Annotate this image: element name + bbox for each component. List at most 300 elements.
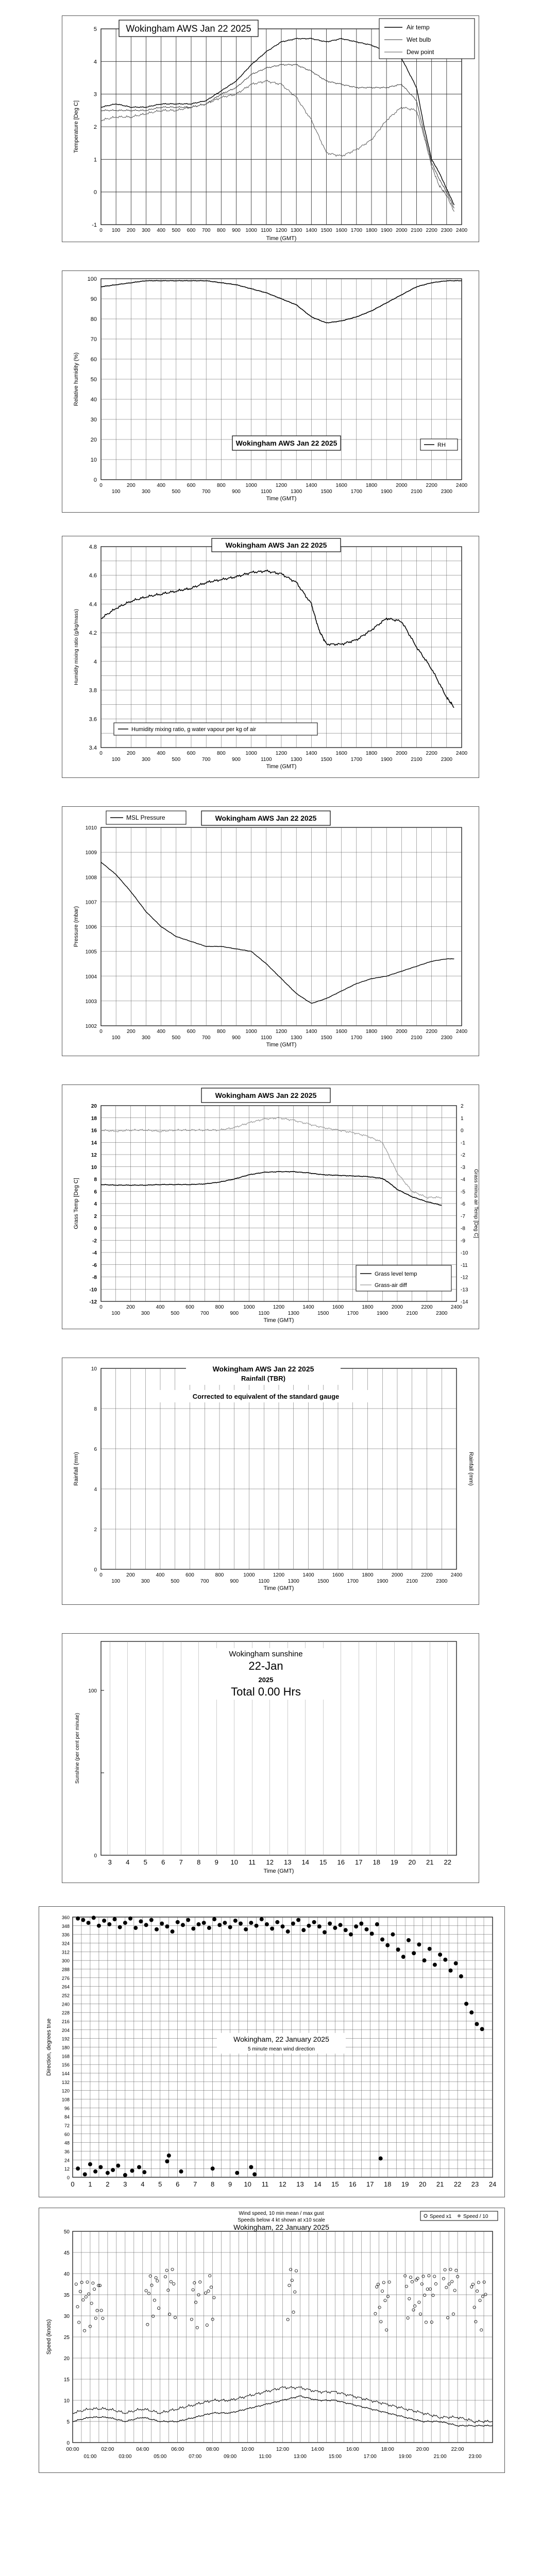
speed-scaled-point bbox=[152, 2315, 155, 2317]
temp-xtick: 1300 bbox=[291, 228, 302, 233]
rain-xtick: 1700 bbox=[347, 1579, 359, 1584]
temp-legend-label: Dew point bbox=[407, 48, 434, 56]
speed-scaled-point bbox=[484, 2293, 487, 2296]
press-ytick: 1006 bbox=[85, 924, 97, 930]
speed-scaled-point bbox=[204, 2292, 207, 2294]
press-xtick: 1100 bbox=[261, 1035, 272, 1041]
dir-ytick: 300 bbox=[61, 1958, 70, 1964]
speed-scaled-point bbox=[167, 2289, 170, 2292]
press-xtick: 800 bbox=[216, 1029, 226, 1035]
dir-xtick: 17 bbox=[366, 2180, 374, 2188]
dir-ytick: 264 bbox=[61, 1984, 70, 1990]
rh-ytick: 20 bbox=[90, 437, 97, 443]
speed-scaled-point bbox=[96, 2309, 98, 2312]
mix-xtick: 1400 bbox=[306, 751, 317, 756]
grass-legend-label: Grass-air diff bbox=[375, 1282, 407, 1289]
sun-xtick: 12 bbox=[266, 1858, 274, 1866]
press-ytick: 1004 bbox=[85, 974, 97, 980]
dir-point bbox=[212, 1917, 216, 1921]
speed-scaled-point bbox=[93, 2288, 96, 2291]
dir-point bbox=[417, 1942, 421, 1946]
rh-xtick: 300 bbox=[142, 489, 150, 495]
grass-ytick2: 2 bbox=[461, 1104, 464, 1109]
temp-xtick: 500 bbox=[172, 228, 181, 233]
speed-legend-swatch bbox=[458, 2214, 461, 2217]
press-xtick: 400 bbox=[157, 1029, 166, 1035]
dir-ytick: 216 bbox=[61, 2019, 70, 2024]
mix-xlabel: Time (GMT) bbox=[266, 764, 297, 770]
speed-scaled-point bbox=[422, 2275, 425, 2278]
dir-point bbox=[191, 1926, 195, 1930]
mix-ytick: 3.4 bbox=[89, 745, 97, 751]
mix-ytick: 4.2 bbox=[89, 630, 97, 637]
dir-ytick: 288 bbox=[61, 1967, 70, 1972]
dir-point bbox=[328, 1922, 332, 1926]
speed-scaled-point bbox=[295, 2269, 297, 2272]
mix-ytick: 4.6 bbox=[89, 572, 97, 579]
press-xtick: 2200 bbox=[426, 1029, 437, 1035]
mix-xtick: 400 bbox=[157, 751, 166, 756]
speed-scaled-point bbox=[376, 2285, 378, 2288]
speed-scaled-point bbox=[424, 2294, 426, 2296]
dir-ytick: 240 bbox=[61, 2002, 70, 2007]
mix-line bbox=[101, 570, 454, 708]
rain-xtick: 2000 bbox=[391, 1572, 403, 1578]
dir-ytick: 12 bbox=[64, 2166, 70, 2172]
grass-xtick: 100 bbox=[111, 1311, 121, 1316]
press-xtick: 1800 bbox=[365, 1029, 378, 1035]
rh-ytick: 30 bbox=[90, 417, 97, 423]
dir-ytick: 228 bbox=[61, 2010, 70, 2016]
speed-scaled-point bbox=[173, 2282, 175, 2285]
grass-xtick: 500 bbox=[171, 1311, 180, 1316]
speed-scaled-point bbox=[432, 2294, 434, 2297]
grass-ytick2: -1 bbox=[461, 1140, 465, 1146]
speed-xtick: 23:00 bbox=[468, 2454, 482, 2460]
speed-scaled-point bbox=[210, 2286, 212, 2289]
speed-xtick: 04:00 bbox=[136, 2447, 149, 2452]
rain-xtick: 1200 bbox=[273, 1572, 285, 1578]
dir-point bbox=[249, 1921, 253, 1925]
speed-xtick: 00:00 bbox=[66, 2447, 79, 2452]
pressure-svg bbox=[62, 807, 480, 1057]
rain-xtick: 1500 bbox=[317, 1579, 329, 1584]
grass-xtick: 300 bbox=[141, 1311, 150, 1316]
press-ytick: 1007 bbox=[85, 900, 97, 906]
speed-header-note: Wind speed, 10 min mean / max gust bbox=[239, 2211, 324, 2216]
mix-xtick: 600 bbox=[187, 751, 196, 756]
grass-ytick: 10 bbox=[91, 1164, 97, 1171]
grass-ytick2: 1 bbox=[461, 1115, 464, 1122]
rh-xtick: 2400 bbox=[455, 483, 468, 488]
dir-point bbox=[433, 1963, 437, 1967]
grass-xtick: 1900 bbox=[377, 1311, 388, 1316]
grass-xtick: 2300 bbox=[436, 1311, 448, 1316]
grass-ytick2: -14 bbox=[461, 1299, 468, 1305]
mix-ytick: 4.8 bbox=[89, 544, 97, 550]
dir-point bbox=[464, 2002, 468, 2006]
rh-xtick: 2100 bbox=[411, 489, 422, 495]
dir-point bbox=[275, 1920, 279, 1924]
temp-xtick: 100 bbox=[111, 228, 121, 233]
speed-scaled-point bbox=[80, 2281, 83, 2284]
dir-point bbox=[252, 2172, 257, 2176]
mix-xtick: 1900 bbox=[381, 757, 393, 762]
press-xtick: 1000 bbox=[245, 1029, 257, 1035]
dir-xtick: 2 bbox=[106, 2180, 110, 2188]
dir-point bbox=[385, 1943, 390, 1947]
rh-ytick: 100 bbox=[87, 276, 97, 282]
press-xtick: 2100 bbox=[411, 1035, 422, 1041]
dir-ytick: 96 bbox=[64, 2106, 70, 2111]
speed-scaled-point bbox=[147, 2292, 150, 2295]
dir-ytick: 84 bbox=[64, 2114, 70, 2120]
rh-ytick: 10 bbox=[90, 457, 97, 463]
temp-xtick: 1500 bbox=[320, 228, 332, 233]
sun-xtick: 14 bbox=[301, 1858, 309, 1866]
dir-point bbox=[233, 1919, 238, 1923]
press-title: Wokingham AWS Jan 22 2025 bbox=[215, 814, 317, 822]
dir-ytick: 72 bbox=[64, 2123, 70, 2128]
speed-scaled-point bbox=[475, 2320, 477, 2323]
dir-ytick: 132 bbox=[61, 2079, 70, 2085]
temp-xtick: 2100 bbox=[411, 228, 422, 233]
sun-ytick: 0 bbox=[94, 1853, 97, 1859]
sun-xtick: 5 bbox=[143, 1858, 147, 1866]
press-xtick: 700 bbox=[201, 1035, 211, 1041]
dir-xtick: 6 bbox=[176, 2180, 180, 2188]
dir-point bbox=[407, 1938, 411, 1942]
speed-xtick: 14:00 bbox=[311, 2447, 324, 2452]
speed-scaled-point bbox=[86, 2281, 89, 2283]
dir-point bbox=[87, 1921, 91, 1925]
dir-point bbox=[370, 1931, 374, 1936]
temp-xtick: 1600 bbox=[335, 228, 347, 233]
rh-ytick: 80 bbox=[90, 316, 97, 323]
speed-xtick: 15:00 bbox=[328, 2454, 342, 2460]
dir-xtick: 19 bbox=[401, 2180, 409, 2188]
sun-total: Total 0.00 Hrs bbox=[231, 1685, 301, 1698]
dir-point bbox=[459, 1974, 463, 1978]
grass-ytick2: -8 bbox=[461, 1226, 465, 1232]
dir-point bbox=[107, 1922, 111, 1926]
dir-point bbox=[291, 1922, 295, 1926]
dir-point bbox=[412, 1951, 416, 1955]
mix-ytick: 3.8 bbox=[89, 687, 97, 694]
dir-xtick: 0 bbox=[71, 2180, 75, 2188]
sun-xtick: 7 bbox=[179, 1858, 183, 1866]
dir-point bbox=[281, 1924, 285, 1928]
grass-ytick: 6 bbox=[94, 1189, 97, 1195]
dir-point bbox=[106, 2171, 110, 2175]
speed-scaled-point bbox=[449, 2268, 452, 2270]
sun-xtick: 11 bbox=[248, 1858, 256, 1866]
speed-scaled-point bbox=[451, 2280, 453, 2283]
speed-ytick: 45 bbox=[63, 2250, 70, 2256]
grass-xtick: 1000 bbox=[243, 1304, 255, 1310]
dir-point bbox=[137, 2165, 141, 2169]
humidity-chart bbox=[62, 270, 479, 513]
rh-xtick: 1000 bbox=[245, 483, 257, 488]
grass-ytick: 18 bbox=[91, 1115, 97, 1122]
sun-xtick: 8 bbox=[197, 1858, 201, 1866]
grass-xtick: 2000 bbox=[391, 1304, 403, 1310]
dir-ytick: 144 bbox=[61, 2071, 70, 2076]
dir-point bbox=[286, 1929, 290, 1934]
speed-scaled-point bbox=[381, 2290, 383, 2292]
mix-ytick: 4.4 bbox=[89, 601, 97, 608]
speed-scaled-point bbox=[193, 2281, 196, 2284]
temp-xtick: 1100 bbox=[261, 228, 272, 233]
grass-xtick: 400 bbox=[156, 1304, 165, 1310]
dir-point bbox=[217, 1923, 222, 1927]
dir-xtick: 8 bbox=[211, 2180, 215, 2188]
rh-ytick: 60 bbox=[90, 357, 97, 363]
dir-point bbox=[354, 1924, 358, 1928]
dir-xtick: 23 bbox=[471, 2180, 479, 2188]
grass-xtick: 2200 bbox=[421, 1304, 433, 1310]
speed-scaled-point bbox=[473, 2306, 476, 2309]
dir-point bbox=[422, 1958, 427, 1962]
temp-xtick: 2400 bbox=[455, 228, 468, 233]
dir-point bbox=[97, 1924, 101, 1928]
rain-xtick: 500 bbox=[171, 1579, 180, 1584]
speed-scaled-point bbox=[83, 2329, 86, 2332]
temp-xtick: 1900 bbox=[381, 228, 393, 233]
rh-ylabel: Relative humidity (%) bbox=[73, 352, 79, 406]
grass-xtick: 2100 bbox=[406, 1311, 418, 1316]
humidity-svg bbox=[62, 271, 480, 513]
sun-xtick: 10 bbox=[230, 1858, 238, 1866]
speed-scaled-point bbox=[384, 2299, 386, 2302]
dir-ytick: 36 bbox=[64, 2149, 70, 2155]
press-xtick: 2400 bbox=[455, 1029, 468, 1035]
dir-point bbox=[333, 1926, 337, 1930]
dir-ytick: 60 bbox=[64, 2131, 70, 2137]
speed-scaled-point bbox=[453, 2289, 456, 2292]
speed-scaled-point bbox=[434, 2282, 437, 2285]
temp-ytick: 0 bbox=[93, 189, 97, 196]
grass-ylabel2: Grass minus air Temp [Deg C] bbox=[473, 1169, 479, 1238]
grass-ytick2: -5 bbox=[461, 1189, 465, 1195]
grass-temp-svg bbox=[62, 1085, 480, 1330]
grass-xtick: 1400 bbox=[302, 1304, 314, 1310]
dir-title: Wokingham, 22 January 2025 bbox=[233, 2035, 329, 2043]
grass-ytick: -4 bbox=[92, 1250, 97, 1256]
mix-xtick: 2200 bbox=[426, 751, 437, 756]
dir-point bbox=[76, 1917, 80, 1921]
dir-ytick: 348 bbox=[61, 1923, 70, 1929]
dir-ytick: 108 bbox=[61, 2097, 70, 2103]
temp-xtick: 1000 bbox=[245, 228, 257, 233]
dir-point bbox=[307, 1924, 311, 1928]
dir-ytick: 204 bbox=[61, 2027, 70, 2033]
rh-xtick: 2200 bbox=[426, 483, 437, 488]
press-xtick: 500 bbox=[172, 1035, 181, 1041]
dir-point bbox=[454, 1961, 458, 1965]
speed-scaled-point bbox=[477, 2281, 480, 2284]
rain-annotation: Corrected to equivalent of the standard gauge bbox=[192, 1393, 340, 1400]
sun-xtick: 20 bbox=[408, 1858, 416, 1866]
grass-ytick: 20 bbox=[91, 1104, 97, 1109]
dir-point bbox=[239, 1922, 243, 1926]
press-ytick: 1008 bbox=[85, 875, 97, 881]
speed-xtick: 03:00 bbox=[119, 2454, 132, 2460]
rh-ytick: 70 bbox=[90, 336, 97, 343]
grass-xtick: 900 bbox=[230, 1311, 239, 1316]
mix-ytick: 3.6 bbox=[89, 716, 97, 723]
dir-point bbox=[92, 1916, 96, 1920]
dir-point bbox=[83, 2172, 87, 2176]
dir-point bbox=[480, 2027, 484, 2031]
mix-xtick: 300 bbox=[142, 757, 150, 762]
rain-ytick: 2 bbox=[94, 1527, 97, 1533]
rh-xtick: 600 bbox=[187, 483, 196, 488]
temp-ytick: 3 bbox=[93, 91, 97, 98]
speed-xtick: 02:00 bbox=[101, 2447, 114, 2452]
speed-scaled-point bbox=[155, 2276, 157, 2279]
temp-xtick: 1800 bbox=[365, 228, 378, 233]
mix-xtick: 1600 bbox=[335, 751, 347, 756]
grass-legend-label: Grass level temp bbox=[375, 1271, 417, 1277]
speed-xtick: 21:00 bbox=[433, 2454, 447, 2460]
press-xtick: 1400 bbox=[306, 1029, 317, 1035]
speed-scaled-point bbox=[168, 2313, 171, 2315]
sunshine-chart bbox=[62, 1633, 479, 1883]
dir-point bbox=[428, 1947, 432, 1951]
dir-xtick: 22 bbox=[453, 2180, 462, 2188]
speed-scaled-point bbox=[479, 2299, 481, 2302]
rh-xtick: 1800 bbox=[365, 483, 378, 488]
dir-point bbox=[76, 2166, 80, 2171]
dir-ytick: 336 bbox=[61, 1932, 70, 1938]
mix-xtick: 2000 bbox=[396, 751, 408, 756]
temp-xtick: 2200 bbox=[426, 228, 437, 233]
speed-scaled-point bbox=[82, 2299, 84, 2301]
dir-point bbox=[469, 2010, 474, 2014]
dir-point bbox=[123, 2173, 127, 2177]
dir-point bbox=[249, 2165, 253, 2169]
rh-ytick: 50 bbox=[90, 377, 97, 383]
speed-scaled-point bbox=[164, 2276, 166, 2278]
speed-scaled-point bbox=[100, 2309, 103, 2312]
rh-xtick: 900 bbox=[232, 489, 241, 495]
dir-point bbox=[379, 2157, 383, 2161]
mix-title: Wokingham AWS Jan 22 2025 bbox=[225, 540, 327, 549]
sun-xlabel: Time (GMT) bbox=[263, 1868, 294, 1874]
rain-title: Wokingham AWS Jan 22 2025 bbox=[212, 1365, 314, 1373]
press-xtick: 300 bbox=[142, 1035, 150, 1041]
rh-xtick: 500 bbox=[172, 489, 181, 495]
speed-scaled-point bbox=[209, 2275, 211, 2277]
speed-xtick: 08:00 bbox=[206, 2447, 219, 2452]
dir-ytick: 192 bbox=[61, 2036, 70, 2042]
press-ytick: 1002 bbox=[85, 1024, 97, 1029]
dir-point bbox=[102, 1919, 106, 1923]
speed-ytick: 40 bbox=[63, 2272, 70, 2277]
grass-xtick: 1500 bbox=[317, 1311, 329, 1316]
speed-scaled-point bbox=[471, 2283, 474, 2285]
dir-point bbox=[235, 2171, 239, 2175]
press-xlabel: Time (GMT) bbox=[266, 1042, 297, 1048]
press-ytick: 1003 bbox=[85, 998, 97, 1005]
dir-point bbox=[81, 1918, 85, 1922]
temp-xtick: 400 bbox=[157, 228, 166, 233]
dir-point bbox=[186, 1918, 190, 1922]
mix-xtick: 500 bbox=[172, 757, 181, 762]
speed-scaled-point bbox=[286, 2318, 289, 2321]
speed-scaled-point bbox=[84, 2296, 87, 2298]
speed-scaled-point bbox=[480, 2329, 483, 2331]
speed-scaled-point bbox=[165, 2269, 168, 2272]
speed-ytick: 0 bbox=[66, 2441, 70, 2446]
speed-xtick: 01:00 bbox=[83, 2454, 97, 2460]
press-xtick: 2300 bbox=[441, 1035, 452, 1041]
press-ytick: 1010 bbox=[85, 825, 97, 831]
grass-ytick2: -3 bbox=[461, 1164, 465, 1171]
mix-xtick: 0 bbox=[99, 751, 103, 756]
speed-scaled-point bbox=[90, 2302, 93, 2304]
dir-xtick: 1 bbox=[88, 2180, 92, 2188]
rain-ytick: 4 bbox=[94, 1487, 97, 1493]
speed-scaled-point bbox=[476, 2290, 479, 2292]
rain-xtick: 0 bbox=[99, 1572, 103, 1578]
rain-xtick: 1300 bbox=[288, 1579, 299, 1584]
mixing-ratio-chart bbox=[62, 536, 479, 778]
speed-scaled-point bbox=[377, 2283, 379, 2285]
dir-point bbox=[296, 1918, 300, 1922]
grass-ytick2: -7 bbox=[461, 1213, 465, 1219]
dir-point bbox=[197, 1922, 201, 1926]
speed-ytick: 10 bbox=[63, 2398, 70, 2404]
mix-xtick: 2300 bbox=[441, 757, 452, 762]
speed-scaled-point bbox=[452, 2313, 454, 2315]
press-xtick: 1900 bbox=[381, 1035, 393, 1041]
rain-xtick: 200 bbox=[126, 1572, 135, 1578]
grass-xtick: 1600 bbox=[332, 1304, 344, 1310]
rh-legend-label: RH bbox=[437, 442, 446, 448]
rain-xtick: 800 bbox=[215, 1572, 224, 1578]
dir-point bbox=[265, 1922, 269, 1926]
speed-scaled-point bbox=[78, 2321, 80, 2324]
rh-xtick: 0 bbox=[99, 483, 103, 488]
grass-line-diff bbox=[101, 1117, 442, 1199]
dir-point bbox=[179, 2170, 183, 2174]
temp-xtick: 2300 bbox=[441, 228, 452, 233]
press-xtick: 200 bbox=[126, 1029, 136, 1035]
rh-xtick: 2000 bbox=[396, 483, 408, 488]
dir-point bbox=[93, 2170, 97, 2174]
speed-scaled-point bbox=[192, 2289, 194, 2291]
wind-direction-chart bbox=[39, 1906, 505, 2197]
dir-xtick: 3 bbox=[123, 2180, 127, 2188]
speed-scaled-point bbox=[386, 2295, 389, 2298]
speed-xtick: 09:00 bbox=[224, 2454, 237, 2460]
dir-point bbox=[301, 1928, 306, 1932]
dir-ytick: 324 bbox=[61, 1941, 70, 1946]
temperature-chart bbox=[62, 15, 479, 242]
dir-ytick: 48 bbox=[64, 2140, 70, 2146]
grass-title: Wokingham AWS Jan 22 2025 bbox=[215, 1091, 317, 1099]
mix-xtick: 700 bbox=[201, 757, 211, 762]
speed-xtick: 12:00 bbox=[276, 2447, 290, 2452]
dir-point bbox=[443, 1958, 447, 1962]
dir-xtick: 7 bbox=[193, 2180, 197, 2188]
speed-scaled-point bbox=[442, 2277, 445, 2280]
speed-scaled-point bbox=[419, 2313, 421, 2315]
dir-ytick: 312 bbox=[61, 1950, 70, 1955]
press-xtick: 0 bbox=[99, 1029, 103, 1035]
